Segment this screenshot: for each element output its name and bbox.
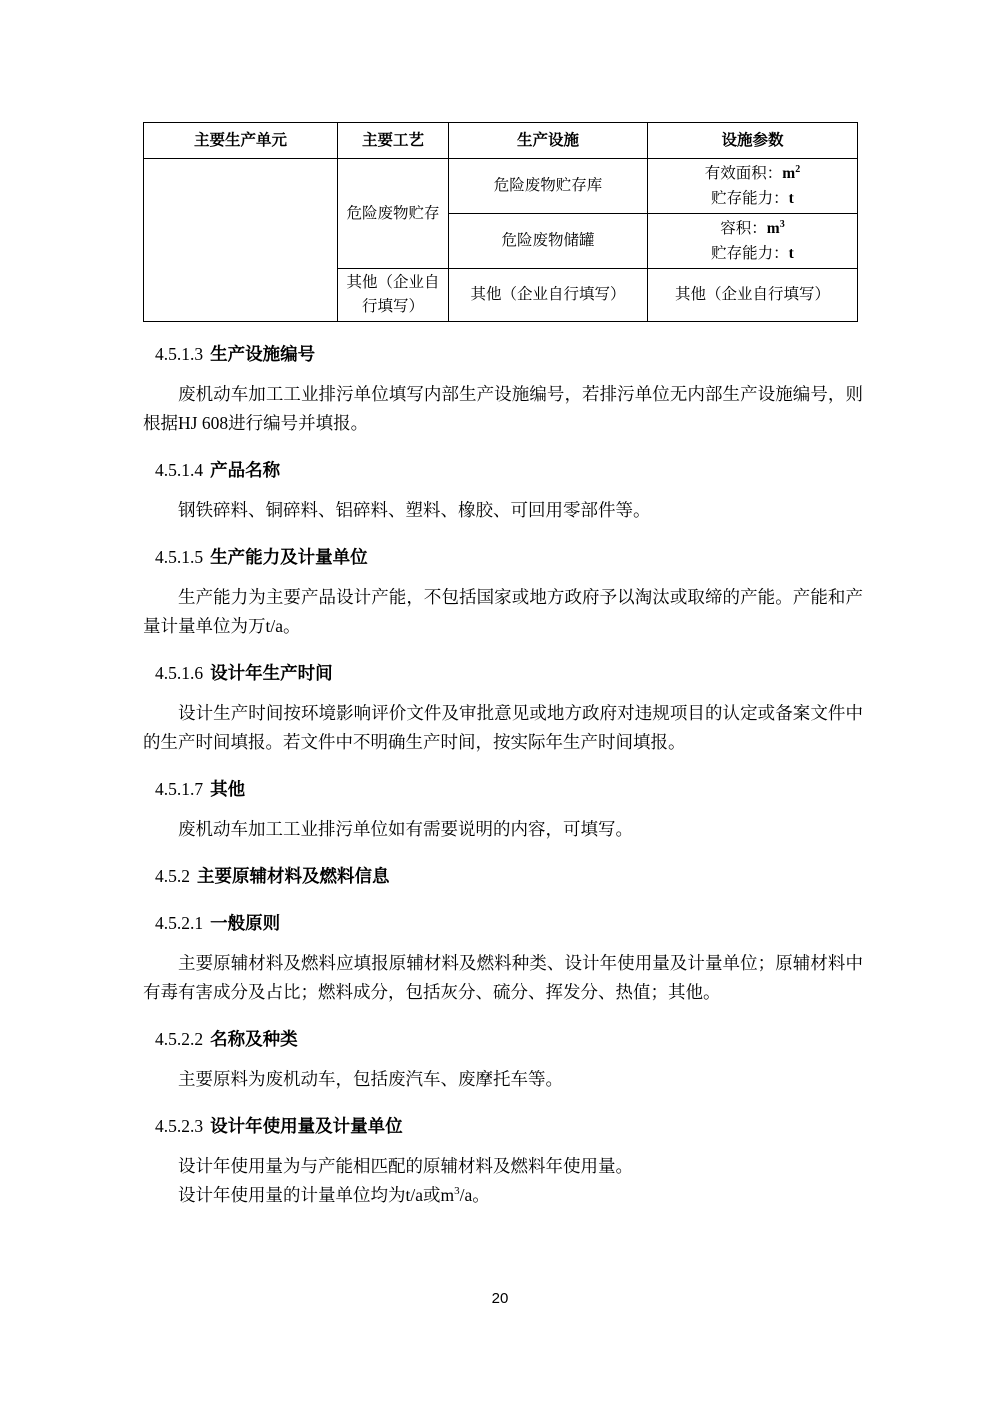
section-title: 生产设施编号 bbox=[210, 344, 316, 364]
cell-process-hazwaste-storage: 危险废物贮存 bbox=[338, 159, 449, 269]
section-heading-4-5-1-7 bbox=[143, 775, 863, 804]
cell-params-tank bbox=[648, 214, 858, 269]
cell-facility-tank: 危险废物储罐 bbox=[449, 214, 648, 269]
section-heading-4-5-2 bbox=[143, 862, 863, 891]
section-number: 4.5.2.3 bbox=[155, 1116, 204, 1136]
param-label: 贮存能力： bbox=[711, 245, 789, 262]
table-header-row bbox=[144, 123, 858, 159]
table-row bbox=[144, 159, 858, 214]
section-title: 生产能力及计量单位 bbox=[210, 547, 368, 567]
production-facility-table bbox=[143, 122, 858, 322]
section-number: 4.5.1.6 bbox=[155, 663, 204, 683]
cell-facility-other: 其他（企业自行填写） bbox=[449, 269, 648, 322]
section-number: 4.5.1.3 bbox=[155, 344, 204, 364]
param-label: 容积： bbox=[720, 220, 767, 237]
param-effective-area bbox=[652, 161, 853, 186]
section-heading-4-5-2-2 bbox=[143, 1025, 863, 1054]
section-title: 设计年生产时间 bbox=[210, 663, 333, 683]
para-text-pre: 设计年使用量的计量单位均为t/a或m bbox=[178, 1185, 455, 1205]
section-paragraph: 主要原料为废机动车，包括废汽车、废摩托车等。 bbox=[178, 1069, 563, 1089]
param-label: 有效面积： bbox=[704, 165, 783, 182]
cell-process-other: 其他（企业自行填写） bbox=[338, 269, 449, 322]
section-paragraph: 废机动车加工工业排污单位填写内部生产设施编号，若排污单位无内部生产设施编号，则根据HJ 608进行编号并填报。 bbox=[143, 384, 863, 433]
header-facility-params: 设施参数 bbox=[648, 123, 858, 159]
cell-params-storehouse bbox=[648, 159, 858, 214]
superscript-3: 3 bbox=[454, 1185, 460, 1198]
section-paragraph: 钢铁碎料、铜碎料、铝碎料、塑料、橡胶、可回用零部件等。 bbox=[178, 500, 651, 520]
section-paragraph: 设计年使用量为与产能相匹配的原辅材料及燃料年使用量。 bbox=[178, 1156, 633, 1176]
page-content bbox=[143, 0, 863, 1210]
param-storage-capacity bbox=[652, 241, 853, 266]
section-number: 4.5.1.4 bbox=[155, 460, 204, 480]
header-main-production-unit: 主要生产单元 bbox=[144, 123, 338, 159]
section-title: 其他 bbox=[210, 779, 246, 799]
param-unit: t bbox=[788, 245, 794, 262]
cell-facility-storehouse: 危险废物贮存库 bbox=[449, 159, 648, 214]
section-number: 4.5.2 bbox=[155, 866, 190, 886]
section-heading-4-5-2-3 bbox=[143, 1112, 863, 1141]
section-title: 名称及种类 bbox=[210, 1029, 298, 1049]
section-number: 4.5.1.5 bbox=[155, 547, 204, 567]
section-heading-4-5-1-3 bbox=[143, 340, 863, 369]
section-heading-4-5-1-4 bbox=[143, 456, 863, 485]
section-heading-4-5-1-5 bbox=[143, 543, 863, 572]
section-paragraph-with-superscript bbox=[143, 1181, 863, 1210]
param-unit: $m^3$ bbox=[766, 218, 785, 237]
para-text-post: /a。 bbox=[459, 1185, 490, 1205]
cell-production-unit-empty bbox=[144, 159, 338, 322]
section-title: 产品名称 bbox=[210, 460, 281, 480]
param-storage-capacity bbox=[652, 186, 853, 211]
section-number: 4.5.1.7 bbox=[155, 779, 204, 799]
section-paragraph: 主要原辅材料及燃料应填报原辅材料及燃料种类、设计年使用量及计量单位；原辅材料中有毒有害成分及占比；燃料成分，包括灰分、硫分、挥发分、热值；其他。 bbox=[143, 953, 863, 1002]
header-production-facility: 生产设施 bbox=[449, 123, 648, 159]
section-paragraph: 设计生产时间按环境影响评价文件及审批意见或地方政府对违规项目的认定或备案文件中的生产时间填报。若文件中不明确生产时间，按实际年生产时间填报。 bbox=[143, 703, 863, 752]
section-title: 主要原辅材料及燃料信息 bbox=[197, 866, 390, 886]
param-label: 贮存能力： bbox=[711, 190, 789, 207]
section-heading-4-5-1-6 bbox=[143, 659, 863, 688]
section-paragraph: 废机动车加工工业排污单位如有需要说明的内容，可填写。 bbox=[178, 819, 633, 839]
header-main-process: 主要工艺 bbox=[338, 123, 449, 159]
section-title: 设计年使用量及计量单位 bbox=[210, 1116, 403, 1136]
section-title: 一般原则 bbox=[210, 913, 281, 933]
section-number: 4.5.2.2 bbox=[155, 1029, 204, 1049]
cell-params-other: 其他（企业自行填写） bbox=[648, 269, 858, 322]
section-heading-4-5-2-1 bbox=[143, 909, 863, 938]
page-number: 20 bbox=[491, 1290, 509, 1307]
param-volume bbox=[652, 216, 853, 241]
section-number: 4.5.2.1 bbox=[155, 913, 204, 933]
param-unit: $m^2$ bbox=[782, 163, 801, 182]
param-unit: t bbox=[788, 190, 794, 207]
section-paragraph: 生产能力为主要产品设计产能，不包括国家或地方政府予以淘汰或取缔的产能。产能和产量计量单位为万t/a。 bbox=[143, 587, 863, 636]
